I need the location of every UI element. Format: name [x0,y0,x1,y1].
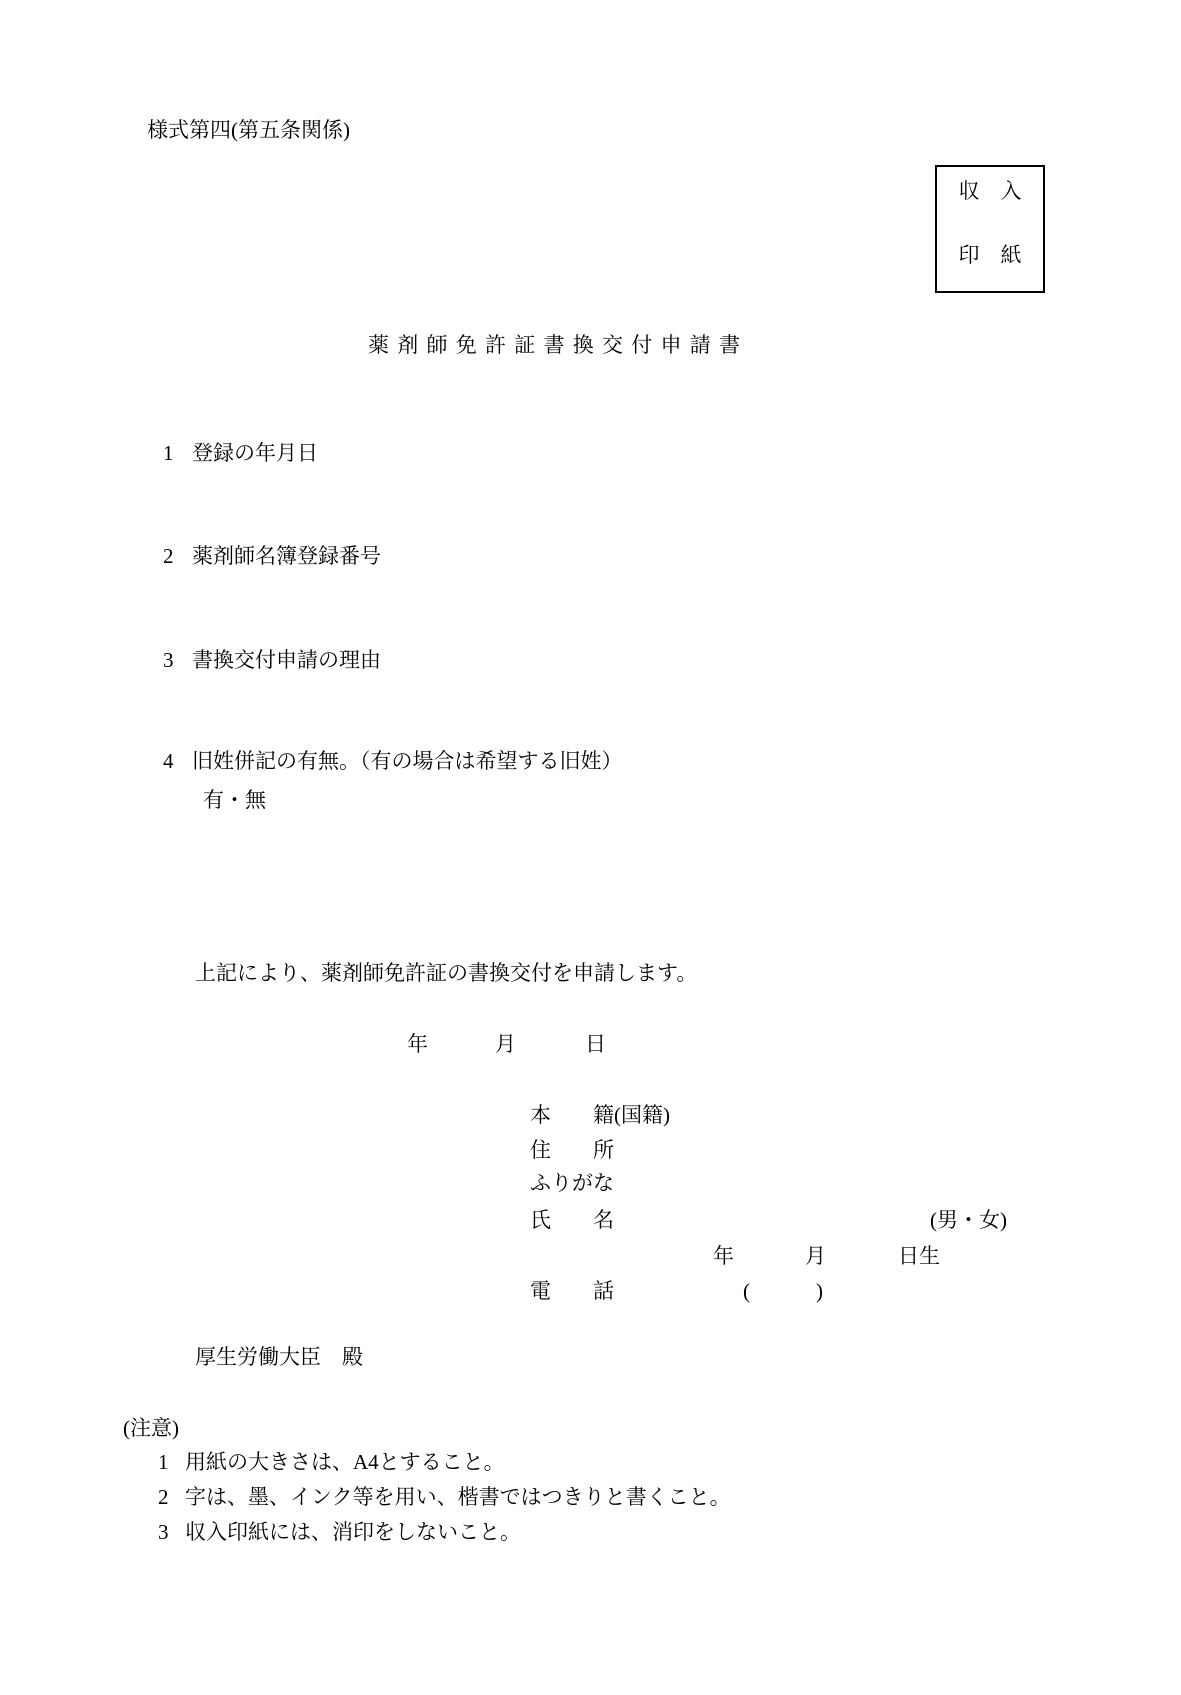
revenue-stamp-label-bottom: 印 紙 [958,243,1022,267]
field-furigana-label: ふりがな [530,1171,614,1195]
birthdate-year-label: 年 [713,1244,734,1268]
field-name-label: 氏 名 [530,1208,614,1232]
birthdate-day-label: 日生 [898,1244,940,1268]
item-2-number: 2 [163,544,174,568]
field-phone-label: 電 話 [530,1279,614,1303]
note-1-text: 用紙の大きさは、A4とすること。 [185,1450,505,1474]
revenue-stamp-label-top: 収 入 [958,179,1022,203]
addressee-minister-label: 厚生労働大臣 殿 [195,1345,363,1369]
revenue-stamp-box [935,165,1045,293]
form-style-number: 様式第四(第五条関係) [147,118,350,142]
phone-paren-open: ( [743,1279,750,1303]
date-year-label: 年 [407,1032,428,1056]
field-address-label: 住 所 [530,1138,614,1162]
birthdate-month-label: 月 [805,1244,826,1268]
phone-paren-close: ) [816,1279,823,1303]
page-title: 薬 剤 師 免 許 証 書 換 交 付 申 請 書 [368,333,742,357]
item-2-label: 薬剤師名簿登録番号 [192,544,381,568]
note-2-text: 字は、墨、インク等を用い、楷書ではつきりと書くこと。 [185,1485,731,1509]
field-gender-label: (男・女) [930,1208,1007,1232]
item-4-label: 旧姓併記の有無。（有の場合は希望する旧姓） [192,749,623,773]
application-statement: 上記により、薬剤師免許証の書換交付を申請します。 [195,961,698,985]
item-1-number: 1 [163,441,174,465]
date-day-label: 日 [585,1032,606,1056]
item-4-number: 4 [163,749,174,773]
item-1-label: 登録の年月日 [192,441,318,465]
note-3-text: 収入印紙には、消印をしないこと。 [185,1520,521,1544]
note-3-number: 3 [158,1520,169,1544]
field-registered-domicile-label: 本 籍(国籍) [530,1103,670,1127]
item-4-choice-yes-no: 有・無 [203,788,266,812]
item-3-number: 3 [163,648,174,672]
note-1-number: 1 [158,1450,169,1474]
date-month-label: 月 [495,1032,516,1056]
item-3-label: 書換交付申請の理由 [192,648,381,672]
note-2-number: 2 [158,1485,169,1509]
notes-header: (注意) [123,1416,179,1440]
